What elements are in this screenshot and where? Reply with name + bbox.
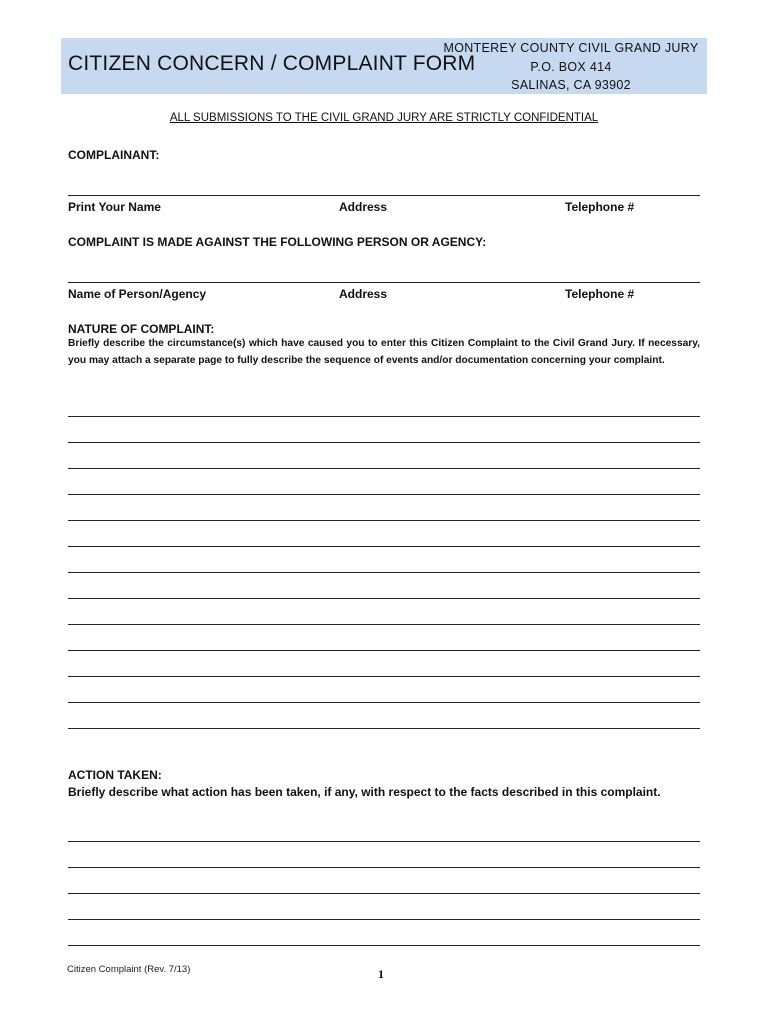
action-entry-line[interactable]	[68, 893, 700, 894]
address-line-po-box: P.O. BOX 414	[530, 59, 612, 74]
complainant-telephone-label: Telephone #	[565, 200, 635, 214]
nature-entry-line[interactable]	[68, 468, 700, 469]
nature-entry-line[interactable]	[68, 520, 700, 521]
agency-telephone-label: Telephone #	[565, 287, 635, 301]
action-entry-line[interactable]	[68, 945, 700, 946]
action-entry-line[interactable]	[68, 919, 700, 920]
nature-entry-line[interactable]	[68, 416, 700, 417]
complainant-address-label: Address	[339, 200, 388, 214]
nature-entry-line[interactable]	[68, 494, 700, 495]
complainant-entry-line[interactable]	[68, 195, 700, 196]
nature-description: Briefly describe the circumstance(s) which have caused you to enter this Citizen Complaint to the Civil Grand Jury. If necessary, you may attach a separate page to fully describe the sequence of events and/or documentation concerning your complaint.	[68, 338, 700, 366]
revision-note: Citizen Complaint (Rev. 7/13)	[67, 964, 191, 975]
nature-entry-line[interactable]	[68, 598, 700, 599]
action-entry-line[interactable]	[68, 841, 700, 842]
nature-entry-line[interactable]	[68, 624, 700, 625]
against-heading: COMPLAINT IS MADE AGAINST THE FOLLOWING PERSON OR AGENCY:	[68, 235, 487, 249]
address-line-organization: MONTEREY COUNTY CIVIL GRAND JURY	[443, 41, 699, 55]
nature-entry-line[interactable]	[68, 650, 700, 651]
agency-address-label: Address	[339, 287, 388, 301]
agency-name-label: Name of Person/Agency	[68, 287, 207, 301]
complainant-heading: COMPLAINANT:	[68, 148, 160, 162]
nature-entry-line[interactable]	[68, 702, 700, 703]
address-line-city: SALINAS, CA 93902	[511, 78, 631, 92]
form-header	[61, 38, 707, 94]
nature-entry-line[interactable]	[68, 728, 700, 729]
nature-entry-line[interactable]	[68, 442, 700, 443]
nature-entry-line[interactable]	[68, 546, 700, 547]
action-heading: ACTION TAKEN:	[68, 768, 162, 782]
confidentiality-notice: ALL SUBMISSIONS TO THE CIVIL GRAND JURY ARE STRICTLY CONFIDENTIAL	[169, 112, 599, 124]
nature-entry-line[interactable]	[68, 572, 700, 573]
mailing-address	[442, 39, 700, 95]
against-entry-line[interactable]	[68, 282, 700, 283]
complainant-name-label: Print Your Name	[68, 200, 161, 214]
form-title: CITIZEN CONCERN / COMPLAINT FORM	[68, 52, 476, 75]
action-entry-line[interactable]	[68, 867, 700, 868]
nature-heading: NATURE OF COMPLAINT:	[68, 322, 215, 336]
nature-entry-line[interactable]	[68, 676, 700, 677]
page-number: 1	[378, 967, 384, 981]
action-description: Briefly describe what action has been taken, if any, with respect to the facts described in this complaint.	[68, 785, 661, 799]
